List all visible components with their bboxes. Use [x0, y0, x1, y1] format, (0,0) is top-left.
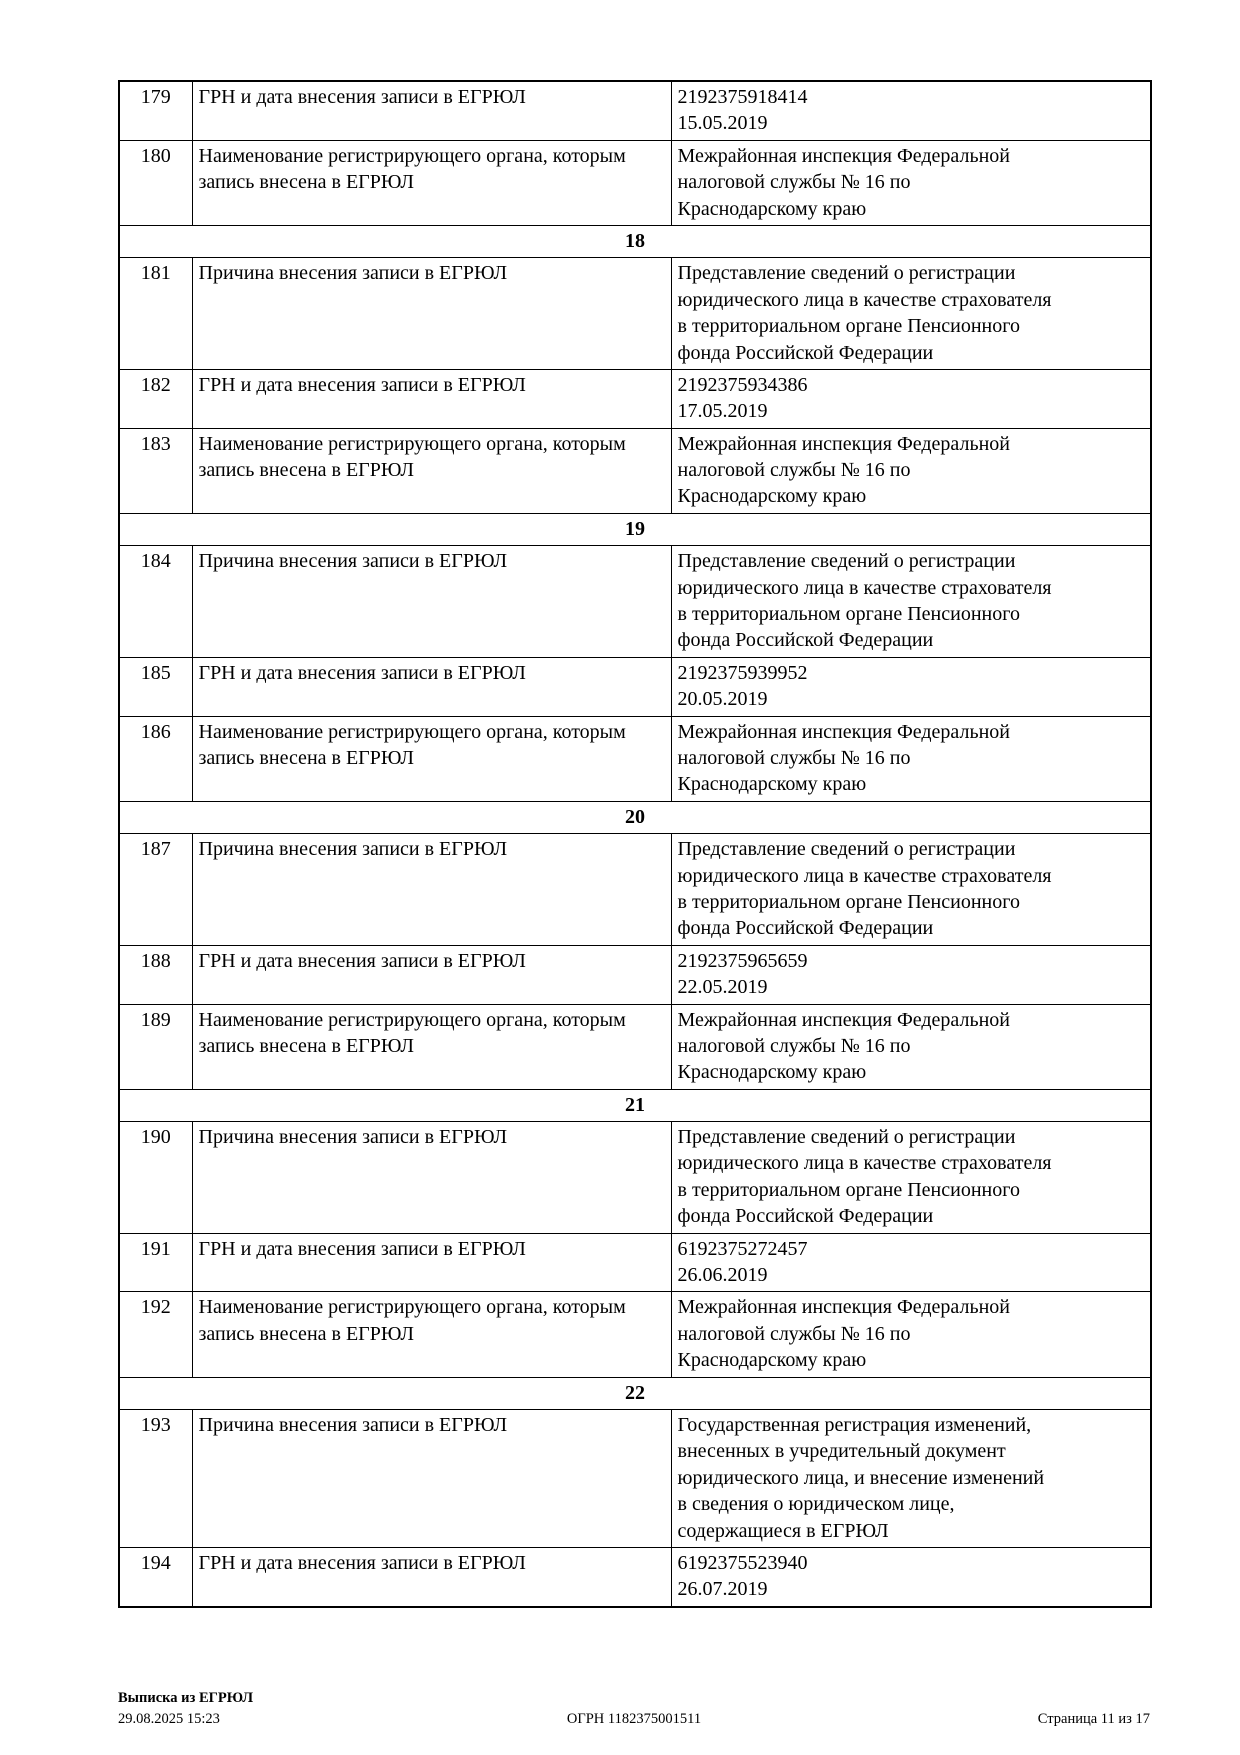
records-table-body [119, 81, 1151, 1607]
field-value-line: фонда Российской Федерации [677, 1205, 934, 1228]
record-row [119, 140, 1151, 225]
record-row [119, 546, 1151, 658]
field-value [671, 834, 1151, 946]
field-value [671, 657, 1151, 716]
record-number: 192 [119, 1292, 192, 1377]
field-value [671, 81, 1151, 140]
field-label: Причина внесения записи в ЕГРЮЛ [192, 1409, 671, 1547]
field-label: ГРН и дата внесения записи в ЕГРЮЛ [192, 945, 671, 1004]
field-value-line: Краснодарскому краю [677, 197, 867, 220]
record-row [119, 428, 1151, 513]
record-row [119, 258, 1151, 370]
record-number: 188 [119, 945, 192, 1004]
page-footer [118, 1688, 1150, 1730]
field-label: Наименование регистрирующего органа, которым запись внесена в ЕГРЮЛ [192, 1292, 671, 1377]
field-value [671, 1292, 1151, 1377]
record-row [119, 1292, 1151, 1377]
field-value-line: Межрайонная инспекция Федеральной [677, 1296, 1010, 1319]
field-value-line: юридического лица в качестве страхователя [677, 864, 1052, 887]
field-value-line: 2192375918414 [677, 86, 808, 108]
field-value-line: юридического лица в качестве страхователя [677, 1152, 1052, 1175]
field-value-line: налоговой службы № 16 по [677, 459, 911, 482]
record-number: 186 [119, 716, 192, 801]
field-label: Наименование регистрирующего органа, которым запись внесена в ЕГРЮЛ [192, 428, 671, 513]
field-value-line: налоговой службы № 16 по [677, 746, 911, 769]
field-value-line: налоговой службы № 16 по [677, 1322, 911, 1345]
section-number: 21 [119, 1089, 1151, 1121]
field-value-line: Краснодарскому краю [677, 1349, 867, 1372]
record-row [119, 1409, 1151, 1547]
record-number: 184 [119, 546, 192, 658]
field-value-line: Представление сведений о регистрации [677, 1126, 1016, 1149]
field-value [671, 716, 1151, 801]
field-value-line: юридического лица в качестве страхователя [677, 288, 1052, 311]
record-number: 180 [119, 140, 192, 225]
field-value-line: Межрайонная инспекция Федеральной [677, 720, 1010, 743]
record-number: 181 [119, 258, 192, 370]
field-value [671, 1004, 1151, 1089]
record-row [119, 369, 1151, 428]
record-number: 190 [119, 1122, 192, 1234]
field-value-line: в территориальном органе Пенсионного [677, 1178, 1020, 1201]
field-value-line: 6192375272457 [677, 1237, 808, 1260]
field-value [671, 369, 1151, 428]
record-row [119, 1547, 1151, 1606]
section-header-row [119, 1377, 1151, 1409]
field-value-line: 26.06.2019 [677, 1264, 768, 1287]
field-value-line: 2192375965659 [677, 949, 808, 972]
field-value [671, 1409, 1151, 1547]
field-value [671, 945, 1151, 1004]
field-value-line: в сведения о юридическом лице, [677, 1493, 955, 1516]
field-value [671, 140, 1151, 225]
field-value-line: 20.05.2019 [677, 688, 768, 711]
field-label: Причина внесения записи в ЕГРЮЛ [192, 834, 671, 946]
footer-ogrn: ОГРН 1182375001511 [566, 1711, 702, 1727]
footer-page-number: Страница 11 из 17 [1037, 1711, 1150, 1727]
field-value [671, 1547, 1151, 1606]
record-row [119, 1004, 1151, 1089]
field-label: Причина внесения записи в ЕГРЮЛ [192, 546, 671, 658]
record-row [119, 834, 1151, 946]
record-row [119, 1122, 1151, 1234]
footer-info-row [118, 1709, 1150, 1730]
field-label: ГРН и дата внесения записи в ЕГРЮЛ [192, 1233, 671, 1292]
footer-doc-title: Выписка из ЕГРЮЛ [118, 1690, 254, 1706]
section-number: 19 [119, 513, 1151, 545]
section-header-row [119, 1089, 1151, 1121]
field-label: ГРН и дата внесения записи в ЕГРЮЛ [192, 657, 671, 716]
field-value-line: фонда Российской Федерации [677, 917, 934, 940]
field-value-line: 2192375939952 [677, 661, 808, 684]
field-value [671, 546, 1151, 658]
section-header-row [119, 513, 1151, 545]
field-value [671, 1233, 1151, 1292]
field-value [671, 428, 1151, 513]
record-row [119, 81, 1151, 140]
field-value-line: налоговой службы № 16 по [677, 171, 911, 194]
field-value-line: Межрайонная инспекция Федеральной [677, 1008, 1010, 1031]
record-number: 189 [119, 1004, 192, 1089]
field-value-line: Краснодарскому краю [677, 485, 867, 508]
record-number: 187 [119, 834, 192, 946]
field-value-line: 2192375934386 [677, 373, 808, 396]
record-number: 183 [119, 428, 192, 513]
field-value-line: налоговой службы № 16 по [677, 1034, 911, 1057]
field-label: ГРН и дата внесения записи в ЕГРЮЛ [192, 369, 671, 428]
field-value-line: в территориальном органе Пенсионного [677, 890, 1020, 913]
egrul-records-table [118, 80, 1152, 1608]
field-value-line: фонда Российской Федерации [677, 341, 934, 364]
field-value-line: содержащиеся в ЕГРЮЛ [677, 1519, 889, 1542]
field-value-line: Краснодарскому краю [677, 773, 867, 796]
record-number: 182 [119, 369, 192, 428]
field-value-line: Представление сведений о регистрации [677, 262, 1016, 285]
footer-datetime: 29.08.2025 15:23 [118, 1711, 220, 1727]
field-value-line: фонда Российской Федерации [677, 629, 934, 652]
record-number: 179 [119, 81, 192, 140]
field-value-line: Краснодарскому краю [677, 1061, 867, 1084]
field-value-line: Государственная регистрация изменений, [677, 1413, 1032, 1436]
field-value-line: 22.05.2019 [677, 976, 768, 999]
section-header-row [119, 801, 1151, 833]
field-label: Причина внесения записи в ЕГРЮЛ [192, 258, 671, 370]
record-number: 193 [119, 1409, 192, 1547]
field-value-line: 15.05.2019 [677, 112, 768, 135]
field-label: Наименование регистрирующего органа, которым запись внесена в ЕГРЮЛ [192, 1004, 671, 1089]
field-label: Причина внесения записи в ЕГРЮЛ [192, 1122, 671, 1234]
field-value [671, 258, 1151, 370]
record-row [119, 945, 1151, 1004]
section-header-row [119, 225, 1151, 257]
field-label: ГРН и дата внесения записи в ЕГРЮЛ [192, 81, 671, 140]
section-number: 20 [119, 801, 1151, 833]
record-row [119, 657, 1151, 716]
field-value-line: Межрайонная инспекция Федеральной [677, 144, 1010, 167]
field-label: Наименование регистрирующего органа, которым запись внесена в ЕГРЮЛ [192, 716, 671, 801]
record-number: 185 [119, 657, 192, 716]
record-row [119, 716, 1151, 801]
field-value-line: Межрайонная инспекция Федеральной [677, 432, 1010, 455]
field-value-line: юридического лица в качестве страхователя [677, 576, 1052, 599]
section-number: 22 [119, 1377, 1151, 1409]
field-value-line: в территориальном органе Пенсионного [677, 315, 1020, 338]
field-value-line: в территориальном органе Пенсионного [677, 603, 1020, 626]
section-number: 18 [119, 225, 1151, 257]
field-label: Наименование регистрирующего органа, которым запись внесена в ЕГРЮЛ [192, 140, 671, 225]
field-value-line: юридического лица, и внесение изменений [677, 1466, 1045, 1489]
field-value-line: 17.05.2019 [677, 400, 768, 423]
field-value-line: Представление сведений о регистрации [677, 838, 1016, 861]
record-row [119, 1233, 1151, 1292]
field-label: ГРН и дата внесения записи в ЕГРЮЛ [192, 1547, 671, 1606]
record-number: 194 [119, 1547, 192, 1606]
field-value-line: 26.07.2019 [677, 1578, 768, 1601]
field-value [671, 1122, 1151, 1234]
record-number: 191 [119, 1233, 192, 1292]
field-value-line: внесенных в учредительный документ [677, 1440, 1006, 1463]
field-value-line: 6192375523940 [677, 1551, 808, 1574]
field-value-line: Представление сведений о регистрации [677, 550, 1016, 573]
